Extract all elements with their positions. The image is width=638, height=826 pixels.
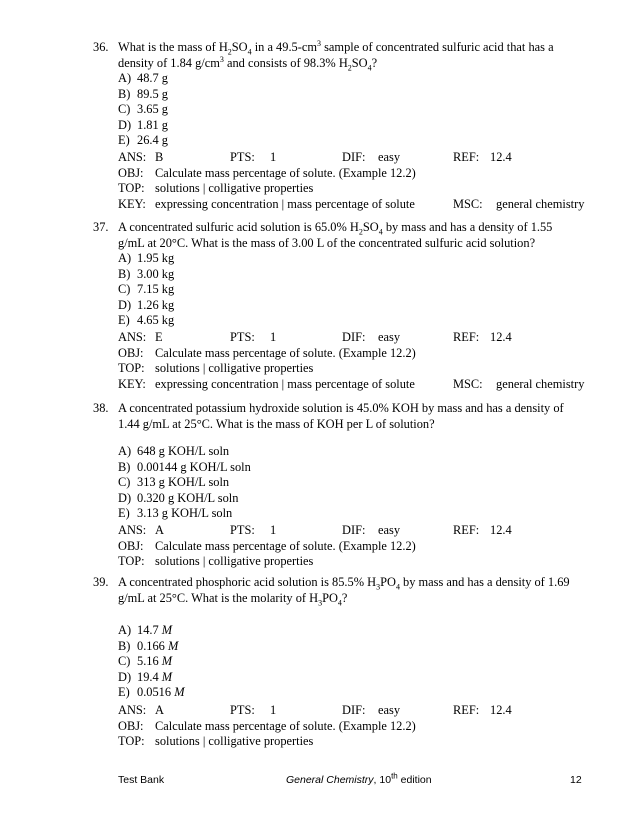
choice-unit: M [161,669,173,684]
subscript: 3 [318,598,323,608]
top-label: TOP: [118,361,145,376]
obj-label: OBJ: [118,538,144,553]
pts-value: 1 [270,703,277,717]
stem-line: A concentrated phosphoric acid solution is 85.5% $H_3PO_4$ by mass and has a density of 1.69 [118,575,570,592]
choice-letter: A) [118,623,132,637]
answer-choice [118,282,418,298]
dif-value: easy [378,330,401,344]
stem-line: What is the mass of $H_2SO_4$ in a $49.5-cm^3$ sample of concentrated sulfuric acid that has a [118,38,554,57]
choice-letter: E) [118,133,130,148]
msc-label: MSC: [453,376,483,391]
choice-text: 48.7 g [137,71,168,85]
choice-letter: C) [118,475,131,490]
ans-value: B [155,150,164,164]
question-number: 38. [93,401,109,415]
answer-choice [118,71,418,87]
key-value: expressing concentration | mass percentage of solute [155,376,415,391]
ref-label: REF: [453,330,480,344]
ans-label: ANS: [118,523,147,537]
answer-choice [118,623,418,639]
dif-label: DIF: [342,703,366,717]
meta-row-ans [118,330,598,346]
choice-letter: C) [118,102,131,117]
answer-metadata [118,523,598,570]
choice-text: 3.13 g KOH/L soln [137,506,233,521]
key-value: expressing concentration | mass percentage of solute [155,196,415,211]
dif-value: easy [378,523,401,537]
edition-suffix: th [391,771,398,781]
choice-unit: M [161,623,173,637]
question-stem [118,575,588,606]
meta-row-obj [118,539,598,555]
choice-text: 1.26 kg [137,297,175,312]
answer-metadata [118,703,598,750]
choice-text: 4.65 kg [137,313,175,328]
superscript: 3 [317,38,322,48]
answer-choice [118,87,418,103]
top-value: solutions | colligative properties [155,734,314,749]
answer-choice [118,102,418,118]
meta-row-ans [118,703,598,719]
subscript: 3 [376,582,381,592]
ans-label: ANS: [118,330,147,344]
answer-choice [118,491,418,507]
subscript: 4 [378,227,383,237]
pts-label: PTS: [230,330,255,344]
ref-label: REF: [453,523,480,537]
question-stem [118,40,588,71]
meta-row-top [118,181,598,197]
ref-label: REF: [453,703,480,717]
msc-value: general chemistry [496,196,585,211]
key-label: KEY: [118,376,146,391]
answer-choice [118,685,418,701]
answer-choice [118,251,418,267]
msc-value: general chemistry [496,376,585,391]
top-value: solutions | colligative properties [155,361,314,376]
meta-row-key [118,377,598,393]
answer-choices [118,251,418,329]
answer-choice [118,475,418,491]
pts-label: PTS: [230,150,255,164]
choice-letter: B) [118,86,131,101]
choice-text: 3.00 kg [137,266,175,281]
subscript: 4 [367,63,372,73]
choice-letter: A) [118,251,132,265]
dif-label: DIF: [342,330,366,344]
answer-choice [118,460,418,476]
superscript: 3 [219,54,224,64]
choice-letter: D) [118,297,132,312]
ref-value: 12.4 [490,150,512,164]
stem-line: A concentrated potassium hydroxide solution is 45.0% KOH by mass and has a density of [118,401,564,415]
top-value: solutions | colligative properties [155,181,314,196]
choice-unit: M [168,638,179,653]
meta-row-top [118,361,598,377]
choice-letter: E) [118,313,130,328]
choice-text: 0.0516 M [137,685,185,700]
stem-line: g/mL at 25°C. What is the molarity of $H_3PO_4$? [118,590,348,608]
obj-value: Calculate mass percentage of solute. (Example 12.2) [155,538,416,553]
question-number: 36. [93,40,109,54]
subscript: 2 [227,47,232,57]
footer-center: General Chemistry, 10th edition [286,771,432,786]
obj-value: Calculate mass percentage of solute. (Example 12.2) [155,345,416,360]
choice-text: 0.320 g KOH/L soln [137,490,239,505]
key-label: KEY: [118,196,146,211]
choice-letter: B) [118,638,131,653]
dif-label: DIF: [342,523,366,537]
stem-line: A concentrated sulfuric acid solution is 65.0% $H_2SO_4$ by mass and has a density of 1.55 [118,220,553,237]
choice-text: 0.00144 g KOH/L soln [137,459,251,474]
obj-label: OBJ: [118,718,144,733]
subscript: 4 [337,598,342,608]
choice-unit: M [161,654,173,669]
choice-letter: A) [118,444,132,458]
choice-text: 89.5 g [137,86,168,101]
pts-value: 1 [270,330,277,344]
page-number: 12 [570,774,582,786]
choice-letter: E) [118,506,130,521]
pts-label: PTS: [230,523,255,537]
choice-text: 648 g KOH/L soln [137,444,230,458]
choice-letter: B) [118,459,131,474]
dif-label: DIF: [342,150,366,164]
meta-row-obj [118,346,598,362]
subscript: 4 [395,582,400,592]
choice-letter: B) [118,266,131,281]
ans-label: ANS: [118,150,147,164]
subscript: 2 [347,63,352,73]
answer-choice [118,267,418,283]
question-stem [118,220,588,251]
answer-choice [118,444,418,460]
choice-text: 0.166 M [137,638,179,653]
stem-line: g/mL at 20°C. What is the mass of 3.00 L of the concentrated sulfuric acid solution? [118,235,536,250]
choice-text: 26.4 g [137,133,168,148]
answer-metadata [118,330,598,392]
choice-letter: D) [118,490,132,505]
choice-text: 19.4 M [137,669,173,684]
choice-unit: M [174,685,185,700]
choice-text: 3.65 g [137,102,168,117]
ans-value: A [155,523,164,537]
footer-left: Test Bank [118,774,165,786]
stem-line: 1.44 g/mL at 25°C. What is the mass of KOH per L of solution? [118,416,435,431]
ans-value: E [155,330,163,344]
answer-metadata [118,150,598,212]
meta-row-obj [118,719,598,735]
subscript: 2 [358,227,363,237]
stem-line: density of 1.84 $g/cm^3$ and consists of 98.3% $H_2SO_4$? [118,54,378,73]
ref-label: REF: [453,150,480,164]
pts-label: PTS: [230,703,255,717]
meta-row-key [118,197,598,213]
choice-letter: C) [118,282,131,297]
obj-label: OBJ: [118,345,144,360]
meta-row-obj [118,166,598,182]
top-value: solutions | colligative properties [155,554,314,569]
ref-value: 12.4 [490,703,512,717]
meta-row-top [118,554,598,570]
top-label: TOP: [118,181,145,196]
choice-text: 14.7 M [137,623,173,637]
choice-text: 5.16 M [137,654,173,669]
answer-choice [118,133,418,149]
obj-value: Calculate mass percentage of solute. (Example 12.2) [155,718,416,733]
top-label: TOP: [118,734,145,749]
pts-value: 1 [270,523,277,537]
book-title: General Chemistry [286,774,374,786]
obj-label: OBJ: [118,165,144,180]
choice-text: 313 g KOH/L soln [137,475,230,490]
pts-value: 1 [270,150,277,164]
ans-value: A [155,703,164,717]
ref-value: 12.4 [490,330,512,344]
edition-number: 10 [379,774,392,786]
choice-letter: C) [118,654,131,669]
subscript: 4 [247,47,252,57]
answer-choice [118,670,418,686]
answer-choice [118,506,418,522]
answer-choices [118,444,418,522]
answer-choices [118,623,418,701]
choice-letter: E) [118,685,130,700]
question-number: 39. [93,575,109,589]
question-number: 37. [93,220,109,234]
meta-row-ans [118,523,598,539]
answer-choice [118,313,418,329]
choice-letter: A) [118,71,132,85]
choice-letter: D) [118,117,132,132]
choice-text: 7.15 kg [137,282,175,297]
top-label: TOP: [118,554,145,569]
choice-text: 1.81 g [137,117,168,132]
answer-choice [118,118,418,134]
answer-choice [118,298,418,314]
meta-row-top [118,734,598,750]
dif-value: easy [378,150,401,164]
answer-choice [118,639,418,655]
edition-word: edition [397,774,432,786]
msc-label: MSC: [453,196,483,211]
dif-value: easy [378,703,401,717]
meta-row-ans [118,150,598,166]
choice-letter: D) [118,669,132,684]
ref-value: 12.4 [490,523,512,537]
obj-value: Calculate mass percentage of solute. (Example 12.2) [155,165,416,180]
choice-text: 1.95 kg [137,251,175,265]
answer-choice [118,654,418,670]
question-stem [118,401,588,432]
answer-choices [118,71,418,149]
ans-label: ANS: [118,703,147,717]
